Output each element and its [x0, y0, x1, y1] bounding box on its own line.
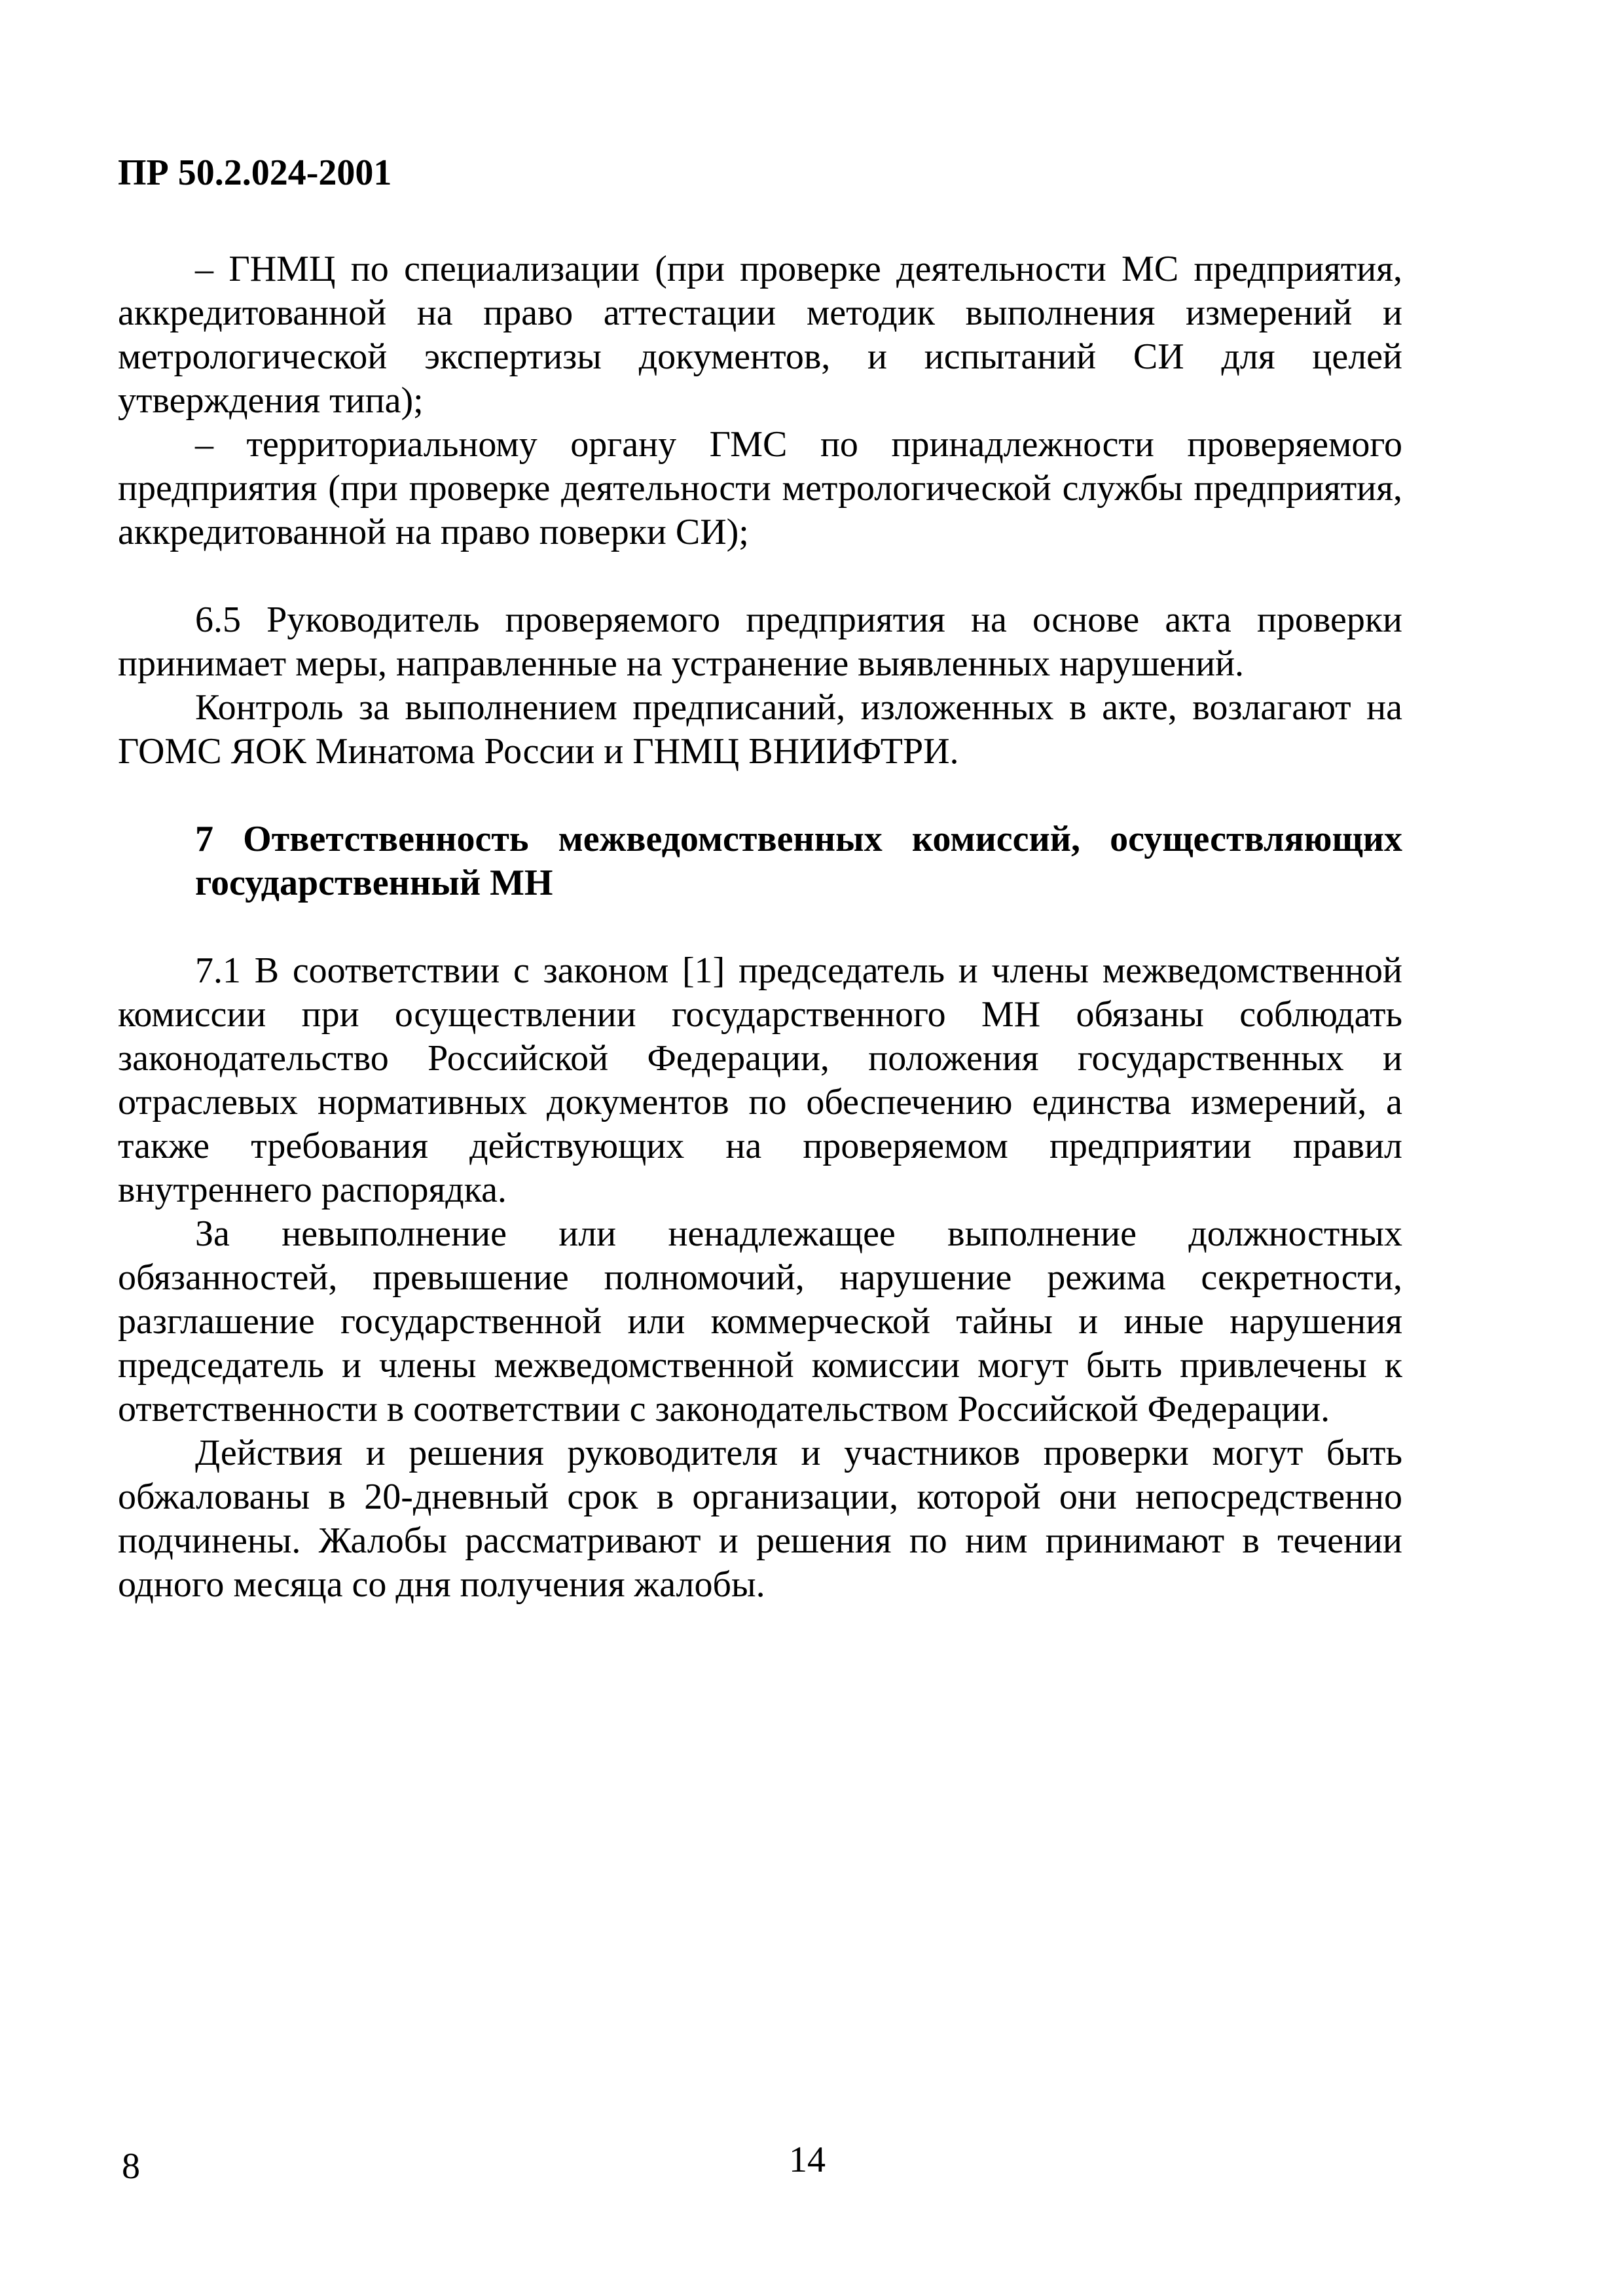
clause-6-5-control: Контроль за выполнением предписаний, изложенных в акте, возлагают на ГОМС ЯОК Минатома России и ГНМЦ ВНИИФТРИ. — [118, 687, 1402, 772]
clause-6-5: 6.5 Руководитель проверяемого предприятия на основе акта проверки принимает меры, направленные на устранение выявленных нарушений. — [118, 600, 1402, 684]
list-item-gnmc: – ГНМЦ по специализации (при проверке деятельности МС предприятия, аккредитованной на право аттестации методик выполнения измерений и метрологической экспертизы документов, и испытаний СИ для целей утверждения типа); — [118, 249, 1402, 421]
clause-7-1-liability: За невыполнение или ненадлежащее выполнение должностных обязанностей, превышение полномочий, нарушение режима секретности, разглашение государственной или коммерческой тайны и иные нарушения председатель и члены межведомственной комиссии могут быть привлечены к ответственности в соответствии с законодательством Российской Федерации. — [118, 1213, 1402, 1429]
page-number-center: 14 — [789, 2140, 826, 2180]
clause-7-1-appeals: Действия и решения руководителя и участников проверки могут быть обжалованы в 20-дневный срок в организации, которой они непосредственно подчинены. Жалобы рассматривают и решения по ним принимают в течении одного месяца со дня получения жалобы. — [118, 1433, 1402, 1605]
page-number-left: 8 — [122, 2146, 140, 2187]
clause-7-1: 7.1 В соответствии с законом [1] председатель и члены межведомственной комиссии при осуществлении государственного МН обязаны соблюдать законодательство Российской Федерации, положения государственных и отраслевых нормативных документов по обеспечению единства измерений, а также требования действующих на проверяемом предприятии правил внутреннего распорядка. — [118, 950, 1402, 1210]
list-item-territorial-body: – территориальному органу ГМС по принадлежности проверяемого предприятия (при проверке деятельности метрологической службы предприятия, аккредитованной на право поверки СИ); — [118, 424, 1402, 552]
document-code-header: ПР 50.2.024-2001 — [118, 152, 392, 193]
section-7-heading: 7 Ответственность межведомственных комиссий, осуществляющих государственный МН — [195, 819, 1402, 903]
document-body — [118, 247, 1402, 1607]
